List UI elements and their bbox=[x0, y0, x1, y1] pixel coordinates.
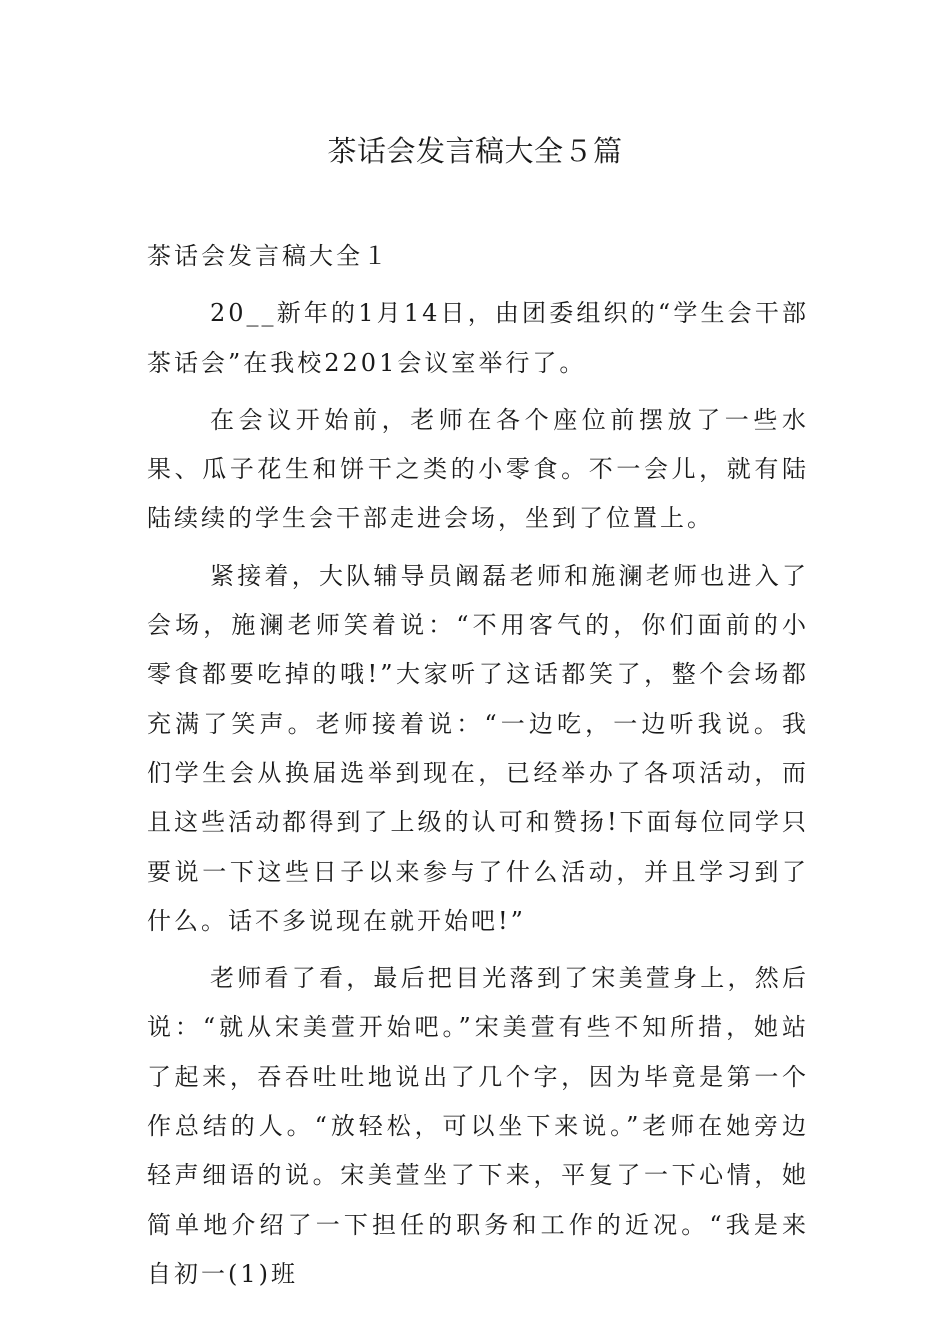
paragraph: 老师看了看，最后把目光落到了宋美萱身上，然后说：“就从宋美萱开始吧。”宋美萱有些不知所措，她站了起来，吞吞吐吐地说出了几个字，因为毕竟是第一个作总结的人。“放轻松，可以坐下来说。”老师在她旁边轻声细语的说。宋美萱坐了下来，平复了一下心情，她简单地介绍了一下担任的职务和工作的近况。“我是来自初一(1)班 bbox=[147, 964, 809, 1288]
document-title: 茶话会发言稿大全５篇 bbox=[327, 134, 623, 168]
document-body bbox=[147, 232, 809, 1299]
paragraph: 在会议开始前，老师在各个座位前摆放了一些水果、瓜子花生和饼干之类的小零食。不一会儿，就有陆陆续续的学生会干部走进会场，坐到了位置上。 bbox=[147, 405, 809, 533]
paragraph: 20__新年的1月14日，由团委组织的“学生会干部茶话会”在我校2201会议室举行了。 bbox=[147, 299, 809, 377]
section-heading: 茶话会发言稿大全１ bbox=[147, 242, 390, 270]
paragraph: 紧接着，大队辅导员阚磊老师和施澜老师也进入了会场，施澜老师笑着说：“不用客气的，你们面前的小零食都要吃掉的哦!”大家听了这话都笑了，整个会场都充满了笑声。老师接着说：“一边吃，一边听我说。我们学生会从换届选举到现在，已经举办了各项活动，而且这些活动都得到了上级的认可和赞扬!下面每位同学只要说一下这些日子以来参与了什么活动，并且学习到了什么。话不多说现在就开始吧!” bbox=[147, 561, 809, 935]
